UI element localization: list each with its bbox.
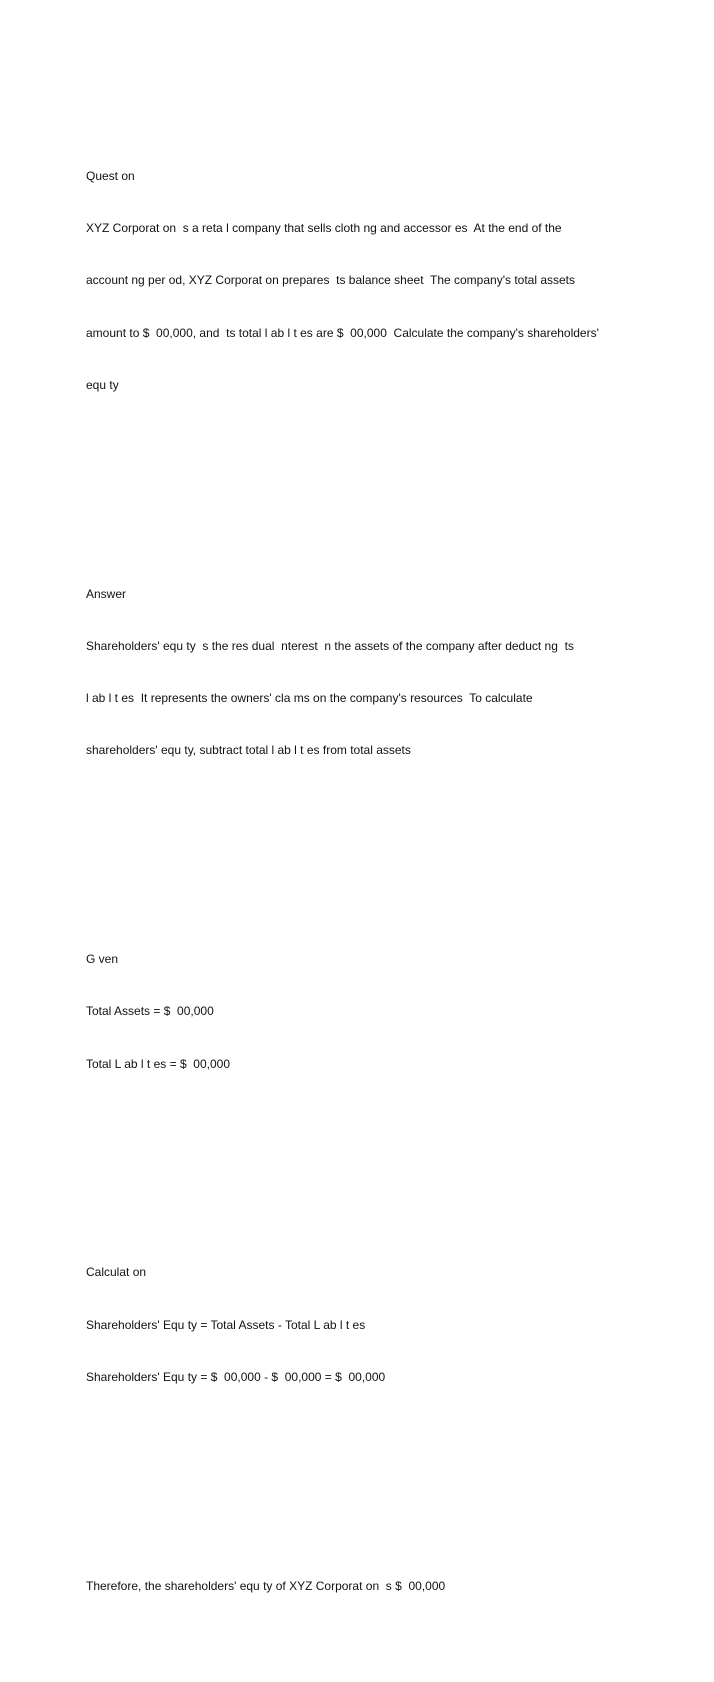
paragraph-gap <box>86 481 646 498</box>
given-heading: G ven <box>86 952 119 967</box>
given-total-assets: Total Assets = $ 00,000 <box>86 1004 214 1019</box>
given-total-liabilities: Total L ab l t es = $ 00,000 <box>86 1056 230 1071</box>
conclusion-section <box>86 1543 646 1630</box>
conclusion-line: Therefore, the shareholders' equ ty of XYZ Corporat on s $ 00,000 <box>86 1578 446 1593</box>
answer-heading: Answer <box>86 586 127 601</box>
calculation-section <box>86 1230 646 1421</box>
answer-line-2: l ab l t es It represents the owners' cla ms on the company's resources To calculate <box>86 691 533 706</box>
given-section <box>86 916 646 1107</box>
answer-section <box>86 551 646 795</box>
question-line-2: account ng per od, XYZ Corporat on prepares ts balance sheet The company's total assets <box>86 273 576 288</box>
document-body <box>86 81 646 1682</box>
question-line-1: XYZ Corporat on s a reta l company that sells cloth ng and accessor es At the end of the <box>86 221 562 236</box>
paragraph-gap <box>86 847 646 864</box>
calculation-heading: Calculat on <box>86 1265 147 1280</box>
answer-line-1: Shareholders' equ ty s the res dual nterest n the assets of the company after deduct ng ts <box>86 638 574 653</box>
calculation-formula: Shareholders' Equ ty = Total Assets - Total L ab l t es <box>86 1317 366 1332</box>
question-line-3: amount to $ 00,000, and ts total l ab l t es are $ 00,000 Calculate the company's shareholders' <box>86 325 599 340</box>
question-section <box>86 133 646 429</box>
question-heading: Quest on <box>86 169 135 184</box>
question-line-4: equ ty <box>86 377 119 392</box>
paragraph-gap <box>86 1473 646 1490</box>
calculation-result: Shareholders' Equ ty = $ 00,000 - $ 00,000 = $ 00,000 <box>86 1369 386 1384</box>
paragraph-gap <box>86 1160 646 1177</box>
answer-line-3: shareholders' equ ty, subtract total l ab l t es from total assets <box>86 743 411 758</box>
